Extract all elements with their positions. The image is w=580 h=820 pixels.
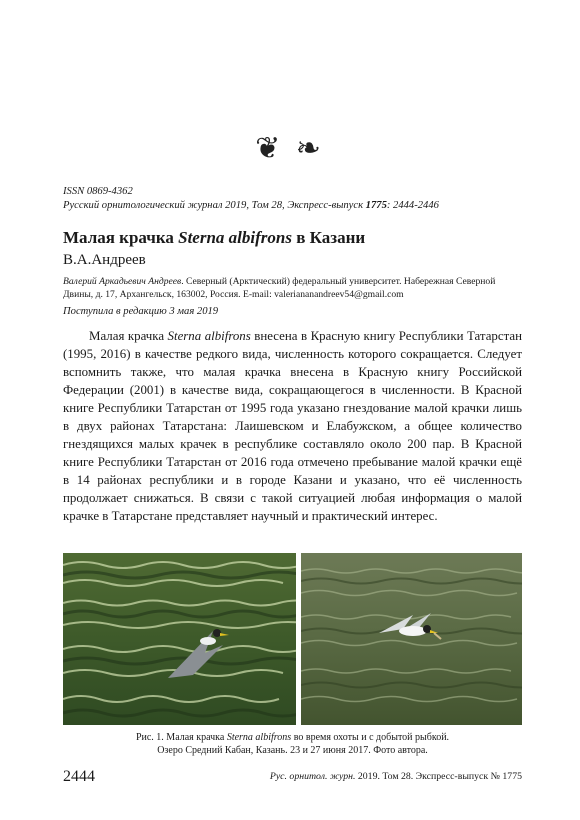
decorative-ornament: ❦ ❧ bbox=[255, 132, 325, 165]
author-affiliation: Валерий Аркадьевич Андреев. Северный (Арктический) федеральный университет. Набережная Северной Двины, д. 17, Архангельск, 163002, Россия. E-mail: valeriananandreev54@gmail.com bbox=[63, 276, 496, 300]
article-author: В.А.Андреев bbox=[63, 252, 146, 268]
photo-tern-with-fish bbox=[301, 553, 522, 725]
figure-caption bbox=[63, 731, 522, 757]
caption-line-2: Озеро Средний Кабан, Казань. 23 и 27 июня 2017. Фото автора. bbox=[157, 745, 428, 756]
caption-line-1: Рис. 1. Малая крачка Sterna albifrons во время охоты и с добытой рыбкой. bbox=[135, 732, 450, 743]
article-title: Малая крачка Sterna albifrons в Казани bbox=[63, 228, 366, 247]
page-number: 2444 bbox=[63, 768, 95, 785]
journal-header bbox=[63, 185, 523, 213]
journal-line: Русский орнитологический журнал 2019, Том 28, Экспресс-выпуск 1775: 2444-2446 bbox=[63, 200, 439, 211]
running-footer: Рус. орнитол. журн. 2019. Том 28. Экспресс-выпуск № 1775 bbox=[269, 771, 522, 782]
photo-tern-hunting bbox=[63, 553, 296, 725]
issn-line: ISSN 0869-4362 bbox=[63, 186, 133, 197]
received-date: Поступила в редакцию 3 мая 2019 bbox=[63, 306, 219, 317]
article-body: Малая крачка Sterna albifrons внесена в Красную книгу Республики Татарстан (1995, 2016) в качестве редкого вида, численность которого сокращается. Следует вспомнить также, что малая крачка внесена в Красную книгу Российской Федерации (2001) в качестве вида, сокращающегося в численности. В Красной книге Республики Татарстан от 1995 года указано гнездование малой крачки лишь в двух районах Татарстана: Лаишевском и Елабужском, а общее количество гнездящихся малых крачек в республике составляло около 200 пар. В Красной книге Республики Татарстан от 2016 года отмечено пребывание малой крачки ещё в 14 районах республики и в городе Казани и указано, что её численность продолжает снижаться. В связи с такой ситуацией любая информация о малой крачке в Татарстане представляет научный и практический интерес. bbox=[63, 329, 522, 523]
